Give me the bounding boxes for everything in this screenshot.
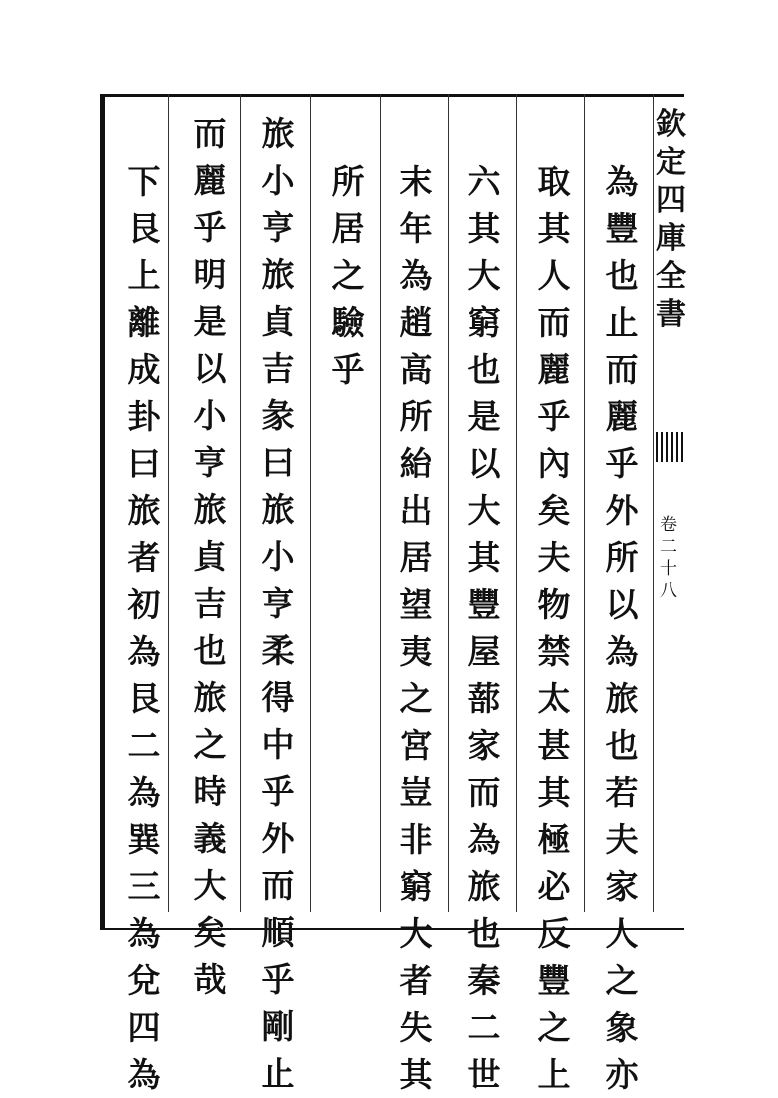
column-character: 豐 bbox=[537, 961, 571, 1000]
column-character: 吉 bbox=[193, 584, 227, 623]
column-character: 小 bbox=[261, 537, 295, 576]
column-character: 初 bbox=[127, 585, 161, 624]
text-column-2 bbox=[532, 158, 576, 1098]
column-character: 麗 bbox=[537, 350, 571, 389]
column-character: 內 bbox=[537, 444, 571, 483]
text-column-8 bbox=[122, 158, 166, 1098]
column-character: 失 bbox=[399, 1008, 433, 1047]
text-column-5 bbox=[326, 158, 370, 393]
column-character: 旅 bbox=[605, 679, 639, 718]
frame-border-top bbox=[100, 94, 684, 97]
column-character: 是 bbox=[467, 397, 501, 436]
column-character: 而 bbox=[261, 866, 295, 905]
column-character: 之 bbox=[537, 1008, 571, 1047]
column-character: 為 bbox=[127, 914, 161, 953]
column-character: 明 bbox=[193, 255, 227, 294]
column-character: 之 bbox=[605, 961, 639, 1000]
column-character: 麗 bbox=[605, 397, 639, 436]
column-character: 義 bbox=[193, 819, 227, 858]
column-character: 二 bbox=[467, 1008, 501, 1047]
column-character: 為 bbox=[127, 1055, 161, 1094]
column-character: 曰 bbox=[261, 443, 295, 482]
column-character: 居 bbox=[331, 209, 365, 248]
text-column-4 bbox=[394, 158, 438, 1098]
column-character: 卦 bbox=[127, 397, 161, 436]
column-character: 小 bbox=[261, 161, 295, 200]
column-character: 象 bbox=[605, 1008, 639, 1047]
column-character: 為 bbox=[467, 820, 501, 859]
column-character: 是 bbox=[193, 302, 227, 341]
column-character: 哉 bbox=[193, 960, 227, 999]
column-character: 也 bbox=[605, 256, 639, 295]
column-character: 必 bbox=[537, 867, 571, 906]
column-character: 外 bbox=[605, 491, 639, 530]
column-rule bbox=[380, 94, 381, 912]
column-character: 四 bbox=[127, 1008, 161, 1047]
column-character: 貞 bbox=[261, 302, 295, 341]
column-character: 豐 bbox=[605, 209, 639, 248]
column-character: 物 bbox=[537, 585, 571, 624]
column-character: 旅 bbox=[193, 490, 227, 529]
column-character: 吉 bbox=[261, 349, 295, 388]
column-character: 夫 bbox=[605, 820, 639, 859]
column-character: 亦 bbox=[605, 1055, 639, 1094]
column-character: 出 bbox=[399, 491, 433, 530]
column-character: 艮 bbox=[127, 209, 161, 248]
column-character: 彖 bbox=[261, 396, 295, 435]
text-column-3 bbox=[462, 158, 506, 1098]
column-character: 人 bbox=[537, 256, 571, 295]
margin-rule bbox=[653, 94, 654, 912]
column-character: 所 bbox=[605, 538, 639, 577]
column-character: 兌 bbox=[127, 961, 161, 1000]
column-character: 為 bbox=[127, 773, 161, 812]
column-character: 甚 bbox=[537, 726, 571, 765]
column-character: 而 bbox=[193, 114, 227, 153]
column-character: 二 bbox=[127, 726, 161, 765]
column-character: 旅 bbox=[261, 490, 295, 529]
page-margin-strip bbox=[648, 94, 684, 930]
column-rule bbox=[310, 94, 311, 912]
column-character: 高 bbox=[399, 350, 433, 389]
text-column-1 bbox=[600, 158, 644, 1098]
column-character: 大 bbox=[467, 256, 501, 295]
column-character: 者 bbox=[399, 961, 433, 1000]
column-character: 窮 bbox=[399, 867, 433, 906]
column-character: 之 bbox=[193, 725, 227, 764]
column-character: 禁 bbox=[537, 632, 571, 671]
column-character: 剛 bbox=[261, 1007, 295, 1046]
column-character: 居 bbox=[399, 538, 433, 577]
column-character: 其 bbox=[399, 1055, 433, 1094]
column-character: 人 bbox=[605, 914, 639, 953]
seal-mark bbox=[656, 432, 684, 462]
column-character: 大 bbox=[467, 491, 501, 530]
column-character: 反 bbox=[537, 914, 571, 953]
column-character: 上 bbox=[537, 1055, 571, 1094]
text-column-6 bbox=[256, 110, 300, 1097]
column-character: 之 bbox=[399, 679, 433, 718]
book-title bbox=[656, 106, 686, 334]
column-character: 末 bbox=[399, 162, 433, 201]
column-character: 窮 bbox=[467, 303, 501, 342]
title-character: 四 bbox=[656, 183, 686, 218]
column-character: 趙 bbox=[399, 303, 433, 342]
title-character: 欽 bbox=[656, 107, 686, 142]
column-character: 屋 bbox=[467, 632, 501, 671]
column-character: 成 bbox=[127, 350, 161, 389]
column-character: 三 bbox=[127, 867, 161, 906]
column-character: 所 bbox=[331, 162, 365, 201]
column-character: 止 bbox=[261, 1054, 295, 1093]
column-character: 止 bbox=[605, 303, 639, 342]
text-column-7 bbox=[188, 110, 232, 1003]
column-character: 家 bbox=[605, 867, 639, 906]
column-character: 而 bbox=[605, 350, 639, 389]
column-character: 離 bbox=[127, 303, 161, 342]
column-character: 以 bbox=[467, 444, 501, 483]
column-character: 旅 bbox=[193, 678, 227, 717]
column-character: 豈 bbox=[399, 773, 433, 812]
column-character: 也 bbox=[467, 350, 501, 389]
column-character: 為 bbox=[127, 632, 161, 671]
column-character: 曰 bbox=[127, 444, 161, 483]
volume-character: 十 bbox=[660, 559, 677, 579]
column-character: 以 bbox=[605, 585, 639, 624]
column-character: 也 bbox=[605, 726, 639, 765]
title-character: 庫 bbox=[656, 221, 686, 256]
column-character: 時 bbox=[193, 772, 227, 811]
column-character: 也 bbox=[193, 631, 227, 670]
column-character: 夷 bbox=[399, 632, 433, 671]
column-character: 中 bbox=[261, 725, 295, 764]
column-character: 乎 bbox=[261, 772, 295, 811]
column-character: 上 bbox=[127, 256, 161, 295]
column-character: 為 bbox=[399, 256, 433, 295]
column-character: 矣 bbox=[193, 913, 227, 952]
column-character: 也 bbox=[467, 914, 501, 953]
column-character: 其 bbox=[467, 209, 501, 248]
column-character: 驗 bbox=[331, 303, 365, 342]
volume-character: 卷 bbox=[660, 515, 677, 535]
column-character: 巽 bbox=[127, 820, 161, 859]
column-character: 其 bbox=[467, 538, 501, 577]
column-character: 為 bbox=[605, 162, 639, 201]
column-character: 乎 bbox=[537, 397, 571, 436]
column-character: 紿 bbox=[399, 444, 433, 483]
column-character: 柔 bbox=[261, 631, 295, 670]
column-character: 夫 bbox=[537, 538, 571, 577]
column-character: 得 bbox=[261, 678, 295, 717]
volume-character: 二 bbox=[660, 537, 677, 557]
column-rule bbox=[448, 94, 449, 912]
volume-label bbox=[660, 514, 677, 602]
column-character: 外 bbox=[261, 819, 295, 858]
column-character: 乎 bbox=[605, 444, 639, 483]
column-character: 宮 bbox=[399, 726, 433, 765]
column-character: 小 bbox=[193, 396, 227, 435]
column-character: 矣 bbox=[537, 491, 571, 530]
column-character: 下 bbox=[127, 162, 161, 201]
column-character: 取 bbox=[537, 162, 571, 201]
column-rule bbox=[240, 94, 241, 912]
column-character: 貞 bbox=[193, 537, 227, 576]
column-character: 為 bbox=[605, 632, 639, 671]
column-character: 亨 bbox=[261, 208, 295, 247]
column-character: 太 bbox=[537, 679, 571, 718]
column-rule bbox=[516, 94, 517, 912]
column-rule bbox=[584, 94, 585, 912]
column-character: 六 bbox=[467, 162, 501, 201]
column-character: 旅 bbox=[467, 867, 501, 906]
column-character: 亨 bbox=[193, 443, 227, 482]
column-character: 之 bbox=[331, 256, 365, 295]
column-character: 以 bbox=[193, 349, 227, 388]
title-character: 全 bbox=[656, 259, 686, 294]
frame-border-left bbox=[100, 94, 105, 930]
column-character: 而 bbox=[467, 773, 501, 812]
column-character: 旅 bbox=[261, 114, 295, 153]
volume-character: 八 bbox=[660, 581, 677, 601]
column-character: 大 bbox=[193, 866, 227, 905]
column-character: 者 bbox=[127, 538, 161, 577]
column-rule bbox=[168, 94, 169, 912]
column-character: 秦 bbox=[467, 961, 501, 1000]
title-character: 書 bbox=[656, 297, 686, 332]
column-character: 乎 bbox=[261, 960, 295, 999]
column-character: 艮 bbox=[127, 679, 161, 718]
title-character: 定 bbox=[656, 145, 686, 180]
column-character: 非 bbox=[399, 820, 433, 859]
column-character: 順 bbox=[261, 913, 295, 952]
column-character: 極 bbox=[537, 820, 571, 859]
column-character: 世 bbox=[467, 1055, 501, 1094]
column-character: 而 bbox=[537, 303, 571, 342]
column-character: 蔀 bbox=[467, 679, 501, 718]
column-character: 其 bbox=[537, 773, 571, 812]
column-character: 旅 bbox=[127, 491, 161, 530]
column-character: 麗 bbox=[193, 161, 227, 200]
column-character: 所 bbox=[399, 397, 433, 436]
column-character: 豐 bbox=[467, 585, 501, 624]
column-character: 旅 bbox=[261, 255, 295, 294]
column-character: 若 bbox=[605, 773, 639, 812]
column-character: 亨 bbox=[261, 584, 295, 623]
column-character: 大 bbox=[399, 914, 433, 953]
column-character: 望 bbox=[399, 585, 433, 624]
column-character: 家 bbox=[467, 726, 501, 765]
column-character: 乎 bbox=[331, 350, 365, 389]
column-character: 乎 bbox=[193, 208, 227, 247]
column-character: 年 bbox=[399, 209, 433, 248]
column-character: 其 bbox=[537, 209, 571, 248]
